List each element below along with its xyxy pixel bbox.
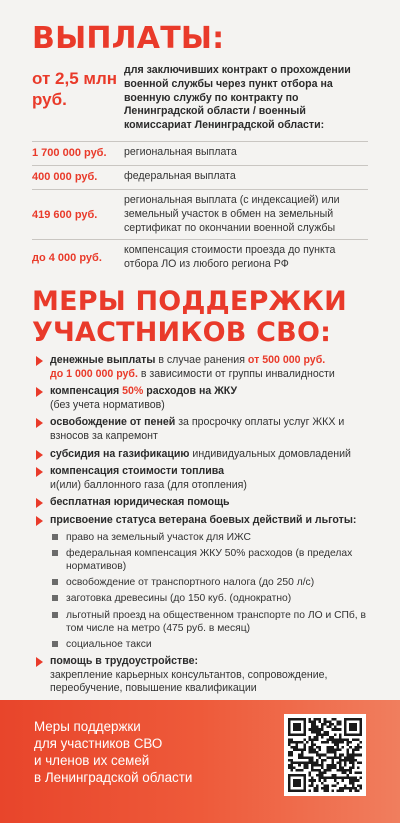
arrow-bullet-icon [36,498,43,508]
square-bullet-icon [52,534,58,540]
sub-list-item [50,592,372,605]
sub-list-item [50,531,372,544]
list-item [36,655,372,696]
square-bullet-icon [52,550,58,556]
payment-description: федеральная выплата [124,170,236,182]
item-bold-text: субсидия на газификацию [50,447,190,460]
footer-line: для участников СВО [34,736,163,751]
arrow-bullet-icon [36,467,43,477]
sub-item-text: заготовка древесины (до 150 куб. (однократно) [66,593,292,605]
item-bold-text: помощь в трудоустройстве: [50,655,198,668]
payment-row [32,194,368,240]
footer-banner [0,700,400,823]
square-bullet-icon [52,595,58,601]
payment-amount: до 4 000 руб. [32,252,102,264]
footer-line: Меры поддержки [34,719,141,734]
support-list [36,354,372,696]
sub-item-text: льготный проезд на общественном транспорте по ЛО и СПб, в том числе на метро (475 руб. в месяц) [66,609,367,634]
item-bold-text: освобождение от пеней [50,416,176,429]
payments-title: ВЫПЛАТЫ: [32,21,225,56]
payment-description: региональная выплата (с индексацией) или земельный участок в обмен на земельный сертификат по окончании военной службы [124,194,340,234]
arrow-bullet-icon [36,356,43,366]
square-bullet-icon [52,612,58,618]
support-title-line: МЕРЫ ПОДДЕРЖКИ [32,286,347,317]
qr-code-icon[interactable] [284,714,366,796]
item-percent: 50% [122,385,144,398]
square-bullet-icon [52,641,58,647]
sub-list [50,531,372,652]
list-item [36,514,372,651]
arrow-bullet-icon [36,418,43,428]
payment-row [32,244,368,276]
sub-list-item [50,638,372,651]
arrow-bullet-icon [36,516,43,526]
list-item [36,496,372,510]
payment-amount: 400 000 руб. [32,171,98,183]
payment-amount: от 2,5 млн руб. [32,69,118,109]
sub-item-text: федеральная компенсация ЖКУ 50% расходов (в пределах нормативов) [66,547,353,572]
payment-row [32,146,368,166]
item-bold-text: компенсация [50,385,123,398]
item-amount: от 500 000 руб. [247,354,326,366]
sub-list-item [50,609,372,635]
list-item [36,385,372,412]
item-text: в зависимости от группы инвалидности [137,367,335,380]
sub-item-text: право на земельный участок для ИЖС [66,531,251,543]
square-bullet-icon [52,579,58,585]
item-text: индивидуальных домовладений [189,447,351,460]
arrow-bullet-icon [36,450,43,460]
sub-list-item [50,576,372,589]
payment-row [32,170,368,190]
footer-caption [34,718,264,786]
support-measures-title [32,286,347,348]
item-text: (без учета нормативов) [50,398,165,411]
sub-item-text: освобождение от транспортного налога (до 250 л/с) [66,577,315,589]
payment-amount: 419 600 руб. [32,209,98,221]
item-bold-text: бесплатная юридическая помощь [50,496,230,509]
arrow-bullet-icon [36,657,43,667]
item-bold-text: присвоение статуса ветерана боевых действий и льготы: [50,513,357,526]
list-item [36,448,372,462]
item-text: за просрочку оплаты услуг ЖКХ и взносов за капремонт [50,416,345,442]
payment-description: компенсация стоимости проезда до пункта отбора ЛО из любого региона РФ [124,244,336,270]
qr-code-graphic [288,718,362,792]
footer-line: в Ленинградской области [34,770,193,785]
sub-item-text: социальное такси [66,638,152,650]
item-text: закрепление карьерных консультантов, сопровождение, переобучение, повышение квалификации [50,668,328,695]
item-bold-text: расходов на ЖКУ [143,385,238,398]
list-item [36,354,372,381]
payment-description: региональная выплата [124,146,237,158]
item-bold-text: денежные выплаты [50,354,156,366]
item-amount: до 1 000 000 руб. [50,367,138,380]
footer-line: и членов их семей [34,753,150,768]
list-item [36,416,372,443]
payment-amount: 1 700 000 руб. [32,147,107,159]
list-item [36,465,372,492]
support-title-line: УЧАСТНИКОВ СВО: [32,317,332,348]
item-bold-text: компенсация стоимости топлива [50,465,224,478]
payment-description: для заключивших контракт о прохождении военной службы через пункт отбора на военную службу по контракту по Ленинградской области / военный комиссариат Ленинградской области: [124,64,351,132]
arrow-bullet-icon [36,387,43,397]
payment-row [32,64,368,142]
sub-list-item [50,547,372,573]
item-text: в случае ранения [155,354,248,366]
item-text: и(или) баллонного газа (для отопления) [50,478,247,491]
